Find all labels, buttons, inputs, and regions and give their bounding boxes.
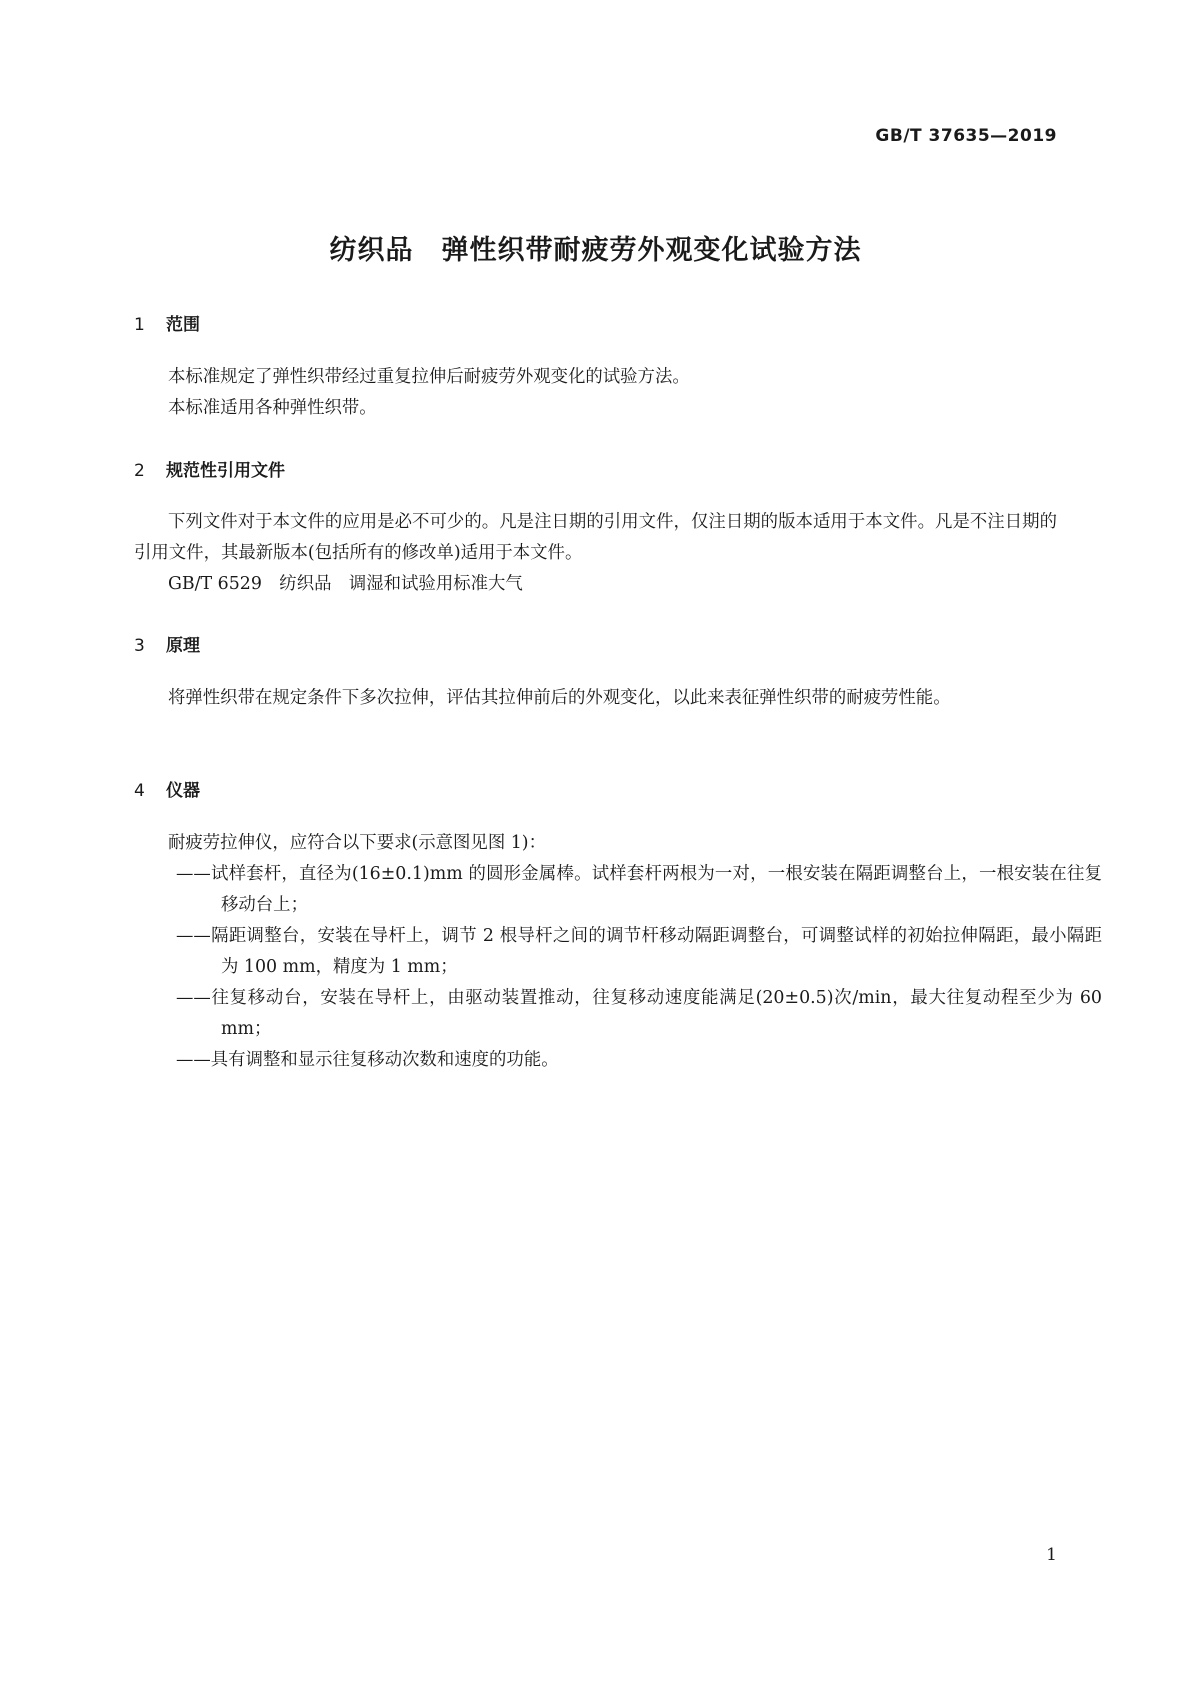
section-4-heading bbox=[134, 776, 200, 801]
list-item: ——隔距调整台，安装在导杆上，调节 2 根导杆之间的调节杆移动隔距调整台，可调整试样的初始拉伸隔距，最小隔距为 100 mm，精度为 1 mm； bbox=[176, 926, 1102, 977]
section-1-paragraph-2: 本标准适用各种弹性织带。 bbox=[168, 398, 377, 418]
section-3-heading bbox=[134, 631, 200, 656]
section-title: 范围 bbox=[166, 315, 200, 335]
section-2-reference: GB/T 6529 纺织品 调湿和试验用标准大气 bbox=[168, 574, 523, 594]
section-number: 1 bbox=[134, 315, 145, 335]
section-4-paragraph-1: 耐疲劳拉伸仪，应符合以下要求(示意图见图 1)： bbox=[168, 833, 546, 853]
section-number: 2 bbox=[134, 461, 145, 481]
section-1-heading bbox=[134, 310, 200, 335]
list-item: ——试样套杆，直径为(16±0.1)mm 的圆形金属棒。试样套杆两根为一对，一根安装在隔距调整台上，一根安装在往复移动台上； bbox=[176, 864, 1102, 915]
list-item: ——具有调整和显示往复移动次数和速度的功能。 bbox=[176, 1050, 559, 1070]
page-number: 1 bbox=[1046, 1545, 1057, 1565]
section-number: 3 bbox=[134, 636, 145, 656]
standard-code: GB/T 37635—2019 bbox=[875, 126, 1057, 146]
section-number: 4 bbox=[134, 781, 145, 801]
section-2-paragraph-1: 下列文件对于本文件的应用是必不可少的。凡是注日期的引用文件，仅注日期的版本适用于本文件。凡是不注日期的引用文件，其最新版本(包括所有的修改单)适用于本文件。 bbox=[134, 512, 1057, 563]
section-title: 规范性引用文件 bbox=[166, 461, 285, 481]
section-2-heading bbox=[134, 456, 285, 481]
section-title: 仪器 bbox=[166, 781, 200, 801]
section-3-paragraph-1: 将弹性织带在规定条件下多次拉伸，评估其拉伸前后的外观变化，以此来表征弹性织带的耐疲劳性能。 bbox=[168, 688, 951, 708]
document-title: 纺织品 弹性织带耐疲劳外观变化试验方法 bbox=[329, 235, 862, 266]
list-item: ——往复移动台，安装在导杆上，由驱动装置推动，往复移动速度能满足(20±0.5)次/min，最大往复动程至少为 60 mm； bbox=[176, 988, 1102, 1039]
section-1-paragraph-1: 本标准规定了弹性织带经过重复拉伸后耐疲劳外观变化的试验方法。 bbox=[168, 367, 690, 387]
section-title: 原理 bbox=[166, 636, 200, 656]
